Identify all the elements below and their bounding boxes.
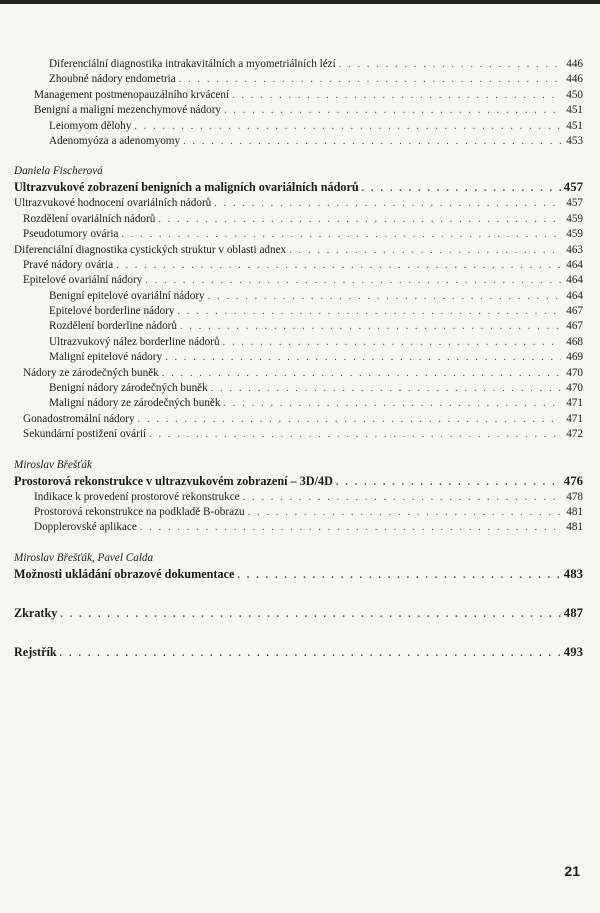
toc-page-number: 468 (566, 335, 583, 348)
toc-entry-title: Benigní a maligní mezenchymové nádory (34, 104, 222, 117)
dot-leader (229, 88, 561, 103)
dot-leader (57, 645, 561, 662)
toc-chapter-heading[interactable] (14, 179, 583, 196)
toc-entry-title: Diferenciální diagnostika cystických struktur v oblasti adnex (14, 243, 287, 256)
toc-entry[interactable] (14, 490, 583, 505)
dot-leader (221, 103, 561, 118)
spacer (14, 583, 583, 605)
spacer (14, 149, 583, 163)
page-number: 21 (564, 863, 580, 879)
dot-leader (159, 366, 561, 381)
toc-entry[interactable] (14, 520, 583, 535)
toc-chapter-heading[interactable] (14, 644, 583, 661)
toc-entry-title: Sekundární postižení ovárií (23, 428, 147, 441)
toc-entry-title: Benigní epitelové ovariální nádory (49, 289, 205, 302)
toc-page-number: 472 (566, 428, 583, 441)
toc-entry-title: Benigní nádory zárodečných buněk (49, 382, 208, 395)
dot-leader (177, 319, 561, 334)
toc-entry-title: Indikace k provedení prostorové rekonstrukce (34, 490, 240, 503)
toc-page-number: 457 (566, 197, 583, 210)
toc-entry[interactable] (14, 505, 583, 520)
toc-entry[interactable] (14, 304, 583, 319)
toc-page-number: 467 (566, 305, 583, 318)
toc-page-number: 483 (563, 566, 583, 581)
toc-entry[interactable] (14, 243, 583, 258)
top-border-line (0, 0, 600, 4)
toc-entry-title: Epitelové ovariální nádory (23, 274, 143, 287)
toc-entry-title: Leiomyom dělohy (49, 119, 132, 132)
toc-entry-title: Epitelové borderline nádory (49, 305, 175, 318)
toc-entry-title: Gonadostromální nádory (23, 412, 135, 425)
toc-entry[interactable] (14, 273, 583, 288)
toc-entry[interactable] (14, 319, 583, 334)
toc-page-number: 464 (566, 274, 583, 287)
dot-leader (176, 72, 561, 87)
dot-leader (146, 427, 561, 442)
toc-entry-title: Management postmenopauzálního krvácení (34, 88, 230, 101)
dot-leader (220, 396, 561, 411)
toc-entry[interactable] (14, 366, 583, 381)
chapter-author: Daniela Fischerová (14, 165, 103, 178)
dot-leader (220, 335, 561, 350)
toc-entry[interactable] (14, 227, 583, 242)
toc-entry[interactable] (14, 134, 583, 149)
toc-entry-title: Nádory ze zárodečných buněk (23, 366, 159, 379)
toc-page-number: 464 (566, 258, 583, 271)
dot-leader (175, 304, 561, 319)
toc-entry[interactable] (14, 212, 583, 227)
toc-page-number: 459 (566, 228, 583, 241)
dot-leader (155, 212, 561, 227)
toc-entry[interactable] (14, 427, 583, 442)
toc-entry-title: Ultrazvukové hodnocení ovariálních nádorů (14, 197, 212, 210)
toc-page-number: 470 (566, 366, 583, 379)
toc-entry[interactable] (14, 119, 583, 134)
toc-chapter-heading[interactable] (14, 605, 583, 622)
toc-entry-title: Diferenciální diagnostika intrakavitálních a myometriálních lézí (49, 58, 336, 70)
toc-page-number: 471 (566, 397, 583, 410)
toc-entry-title: Zhoubné nádory endometria (49, 73, 176, 86)
toc-page-number: 464 (566, 289, 583, 302)
toc-page-number: 457 (563, 180, 583, 195)
toc-entry-title: Možnosti ukládání obrazové dokumentace (14, 566, 235, 581)
toc-page-number: 487 (563, 605, 583, 620)
toc-entry-title: Pravé nádory ovária (23, 258, 114, 271)
chapter-author: Miroslav Břešťák, Pavel Calda (14, 551, 154, 564)
toc-entry[interactable] (14, 396, 583, 411)
toc-entry-title: Rejstřík (14, 644, 57, 659)
chapter-author: Miroslav Břešťák (14, 458, 92, 471)
toc-page-number: 470 (566, 382, 583, 395)
toc-entry-title: Maligní nádory ze zárodečných buněk (49, 397, 221, 410)
toc-entry[interactable] (14, 381, 583, 396)
dot-leader (113, 258, 561, 273)
dot-leader (211, 196, 561, 211)
toc-entry-title: Ultrazvukové zobrazení benigních a maligních ovariálních nádorů (14, 180, 359, 195)
dot-leader (359, 180, 561, 197)
toc-entry-title: Ultrazvukový nález borderline nádorů (49, 335, 220, 348)
toc-entry[interactable] (14, 258, 583, 273)
dot-leader (118, 227, 561, 242)
toc-entry-title: Adenomyóza a adenomyomy (49, 134, 181, 147)
toc-entry[interactable] (14, 103, 583, 118)
dot-leader (286, 243, 561, 258)
toc-page-number: 451 (566, 119, 583, 132)
dot-leader (336, 57, 561, 72)
toc-entry-title: Rozdělení borderline nádorů (49, 320, 177, 333)
toc-entry-title: Rozdělení ovariálních nádorů (23, 212, 156, 225)
toc-page-number: 463 (566, 243, 583, 256)
spacer (14, 443, 583, 457)
dot-leader (205, 289, 561, 304)
spacer (14, 536, 583, 550)
toc-page-number: 469 (566, 351, 583, 364)
toc-page-number: 459 (566, 212, 583, 225)
toc-page-number: 481 (566, 505, 583, 518)
dot-leader (333, 474, 561, 491)
toc-page-number: 451 (566, 104, 583, 117)
dot-leader (240, 490, 561, 505)
dot-leader (180, 134, 561, 149)
toc-chapter-heading[interactable] (14, 566, 583, 583)
toc-entry[interactable] (14, 72, 583, 87)
toc-entry-title: Maligní epitelové nádory (49, 351, 163, 364)
dot-leader (208, 381, 561, 396)
toc-page-number: 450 (566, 88, 583, 101)
toc-entry-title: Prostorová rekonstrukce v ultrazvukovém zobrazení – 3D/4D (14, 473, 333, 488)
toc-page-number: 493 (563, 644, 583, 659)
toc-page-number: 467 (566, 320, 583, 333)
dot-leader (131, 119, 561, 134)
toc-page-number: 471 (566, 412, 583, 425)
toc-entry-title: Dopplerovské aplikace (34, 521, 137, 534)
dot-leader (57, 606, 561, 623)
toc-page-number: 478 (566, 490, 583, 503)
toc-entry[interactable] (14, 196, 583, 211)
toc-entry[interactable] (14, 335, 583, 350)
toc-entry-title: Pseudotumory ovária (23, 228, 119, 241)
dot-leader (162, 350, 561, 365)
dot-leader (135, 412, 561, 427)
toc-entry-title: Zkratky (14, 605, 58, 620)
toc-entry[interactable] (14, 350, 583, 365)
toc-entry[interactable] (14, 289, 583, 304)
toc-page-number: 446 (566, 58, 583, 70)
toc-entry[interactable] (14, 57, 583, 72)
toc-page-number: 453 (566, 134, 583, 147)
spacer (14, 622, 583, 644)
toc-page-number: 476 (563, 473, 583, 488)
toc-page-number: 481 (566, 521, 583, 534)
dot-leader (245, 505, 561, 520)
toc-entry[interactable] (14, 88, 583, 103)
dot-leader (142, 273, 561, 288)
table-of-contents (14, 57, 583, 661)
toc-chapter-heading[interactable] (14, 473, 583, 490)
dot-leader (137, 520, 561, 535)
toc-entry[interactable] (14, 412, 583, 427)
toc-entry-title: Prostorová rekonstrukce na podkladě B-obrazu (34, 505, 245, 518)
toc-page-number: 446 (566, 73, 583, 86)
dot-leader (234, 567, 561, 584)
